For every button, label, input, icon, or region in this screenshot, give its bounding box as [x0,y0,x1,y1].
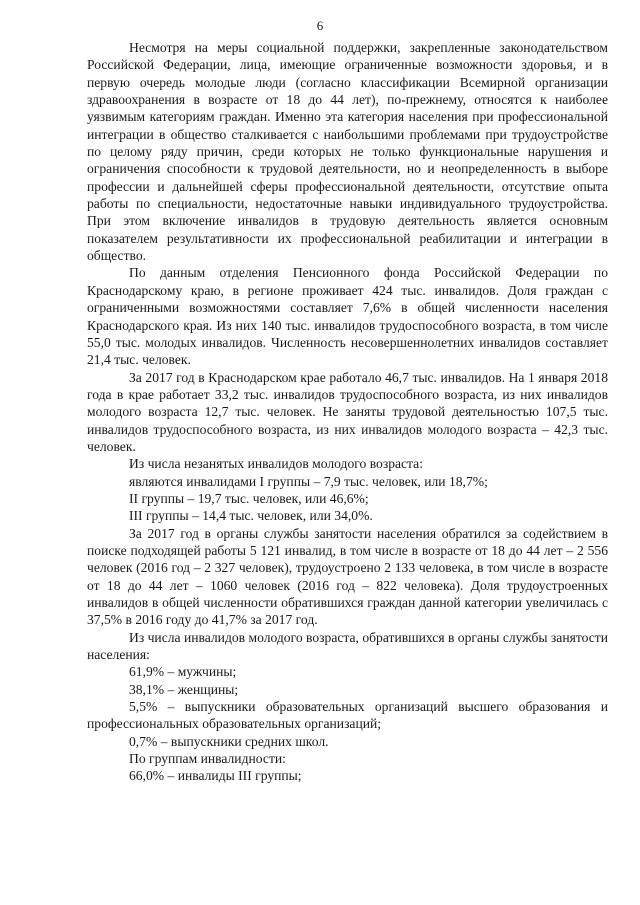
paragraph-unemployed-heading: Из числа незанятых инвалидов молодого возраста: [129,456,423,472]
list-item-graduates-higher: 5,5% – выпускники образовательных организаций высшего образования и профессиональных образовательных организаций; [87,699,608,732]
paragraph-employment-service: За 2017 год в органы службы занятости населения обратился за содействием в поиске подходящей работы 5 121 инвалид, в том числе в возрасте от 18 до 44 лет – 2 556 человек (2016 год – 2 327 человек), трудоустроено 2 133 человека, в том числе в возрасте от 18 до 44 лет – 1060 человек (2016 год – 822 человека). Доля трудоустроенных инвалидов в общей численности обратившихся граждан данной категории увеличилась с 37,5% в 2016 году до 41,7% за 2017 год. [87,525,608,628]
list-item-group-3: III группы – 14,4 тыс. человек, или 34,0%. [129,508,373,524]
list-item-graduates-school: 0,7% – выпускники средних школ. [129,733,329,749]
paragraph-intro: Несмотря на меры социальной поддержки, закрепленные законодательством Российской Федерации, лица, имеющие ограниченные возможности здоровья, и в первую очередь молодые люди (согласно классификации Всемирной организации здравоохранения в возрасте от 18 до 44 лет), по-прежнему, относятся к наиболее уязвимым категориям граждан. Именно эта категория населения при профессиональной интеграции в общество сталкивается с наибольшими проблемами при трудоустройстве по целому ряду причин, среди которых не только функциональные нарушения и ограничения способности к трудовой деятельности, но и неопределенность в выборе профессии и дальнейшей сферы профессиональной деятельности, отсутствие опыта работы по специальности, недостаточные навыки индивидуального трудоустройства. При этом включение инвалидов в трудовую деятельность является основным показателем результативности их профессиональной реабилитации и интеграции в общество. [87,40,608,264]
list-item-men: 61,9% – мужчины; [129,664,237,680]
list-item-group-2: II группы – 19,7 тыс. человек, или 46,6%; [129,490,369,506]
list-item-women: 38,1% – женщины; [129,681,239,697]
list-item-group-1: являются инвалидами I группы – 7,9 тыс. человек, или 18,7%; [129,473,488,489]
paragraph-disability-groups-heading: По группам инвалидности: [129,751,286,767]
page-number: 6 [316,18,324,33]
paragraph-employment-2017: За 2017 год в Краснодарском крае работало 46,7 тыс. инвалидов. На 1 января 2018 года в крае работает 33,2 тыс. инвалидов трудоспособного возраста, из них инвалидов молодого возраста 12,7 тыс. человек. Не заняты трудовой деятельностью 107,5 тыс. инвалидов трудоспособного возраста, из них инвалидов молодого возраста – 42,3 тыс. человек. [87,369,608,454]
paragraph-applicants-heading: Из числа инвалидов молодого возраста, обратившихся в органы службы занятости населения: [87,629,608,663]
document-body [87,39,608,785]
list-item-group-3-share: 66,0% – инвалиды III группы; [129,768,302,784]
paragraph-pension-fund-stats: По данным отделения Пенсионного фонда Российской Федерации по Краснодарскому краю, в регионе проживает 424 тыс. инвалидов. Доля граждан с ограниченными возможностями составляет 7,6% в общей численности населения Краснодарского края. Из них 140 тыс. инвалидов трудоспособного возраста, в том числе 55,0 тыс. молодых инвалидов. Численность несовершеннолетних инвалидов составляет 21,4 тыс. человек. [87,265,608,368]
